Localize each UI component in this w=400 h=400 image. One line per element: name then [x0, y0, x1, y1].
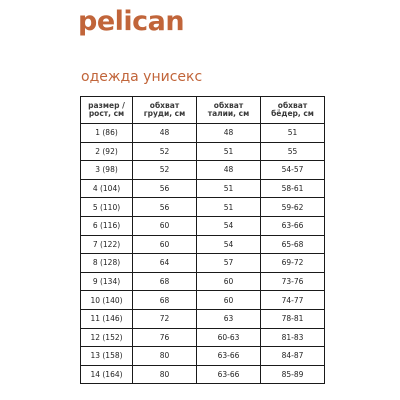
size-chart-table — [80, 96, 325, 384]
table-row — [81, 272, 325, 291]
header-waist — [197, 97, 261, 124]
header-line: талии, см — [207, 109, 250, 118]
cell-chest: 68 — [133, 272, 197, 291]
table-row — [81, 124, 325, 143]
cell-chest: 60 — [133, 216, 197, 235]
cell-hips: 73-76 — [261, 272, 325, 291]
table-row — [81, 254, 325, 273]
cell-hips: 65-68 — [261, 235, 325, 254]
page-title: одежда унисекс — [81, 69, 203, 85]
header-line: груди, см — [143, 109, 186, 118]
cell-waist: 51 — [197, 198, 261, 217]
cell-size-height: 3 (98) — [81, 161, 133, 180]
cell-size-height: 1 (86) — [81, 124, 133, 143]
header-line: обхват — [149, 100, 180, 110]
cell-size-height: 14 (164) — [81, 365, 133, 384]
header-hips — [261, 97, 325, 124]
cell-hips: 55 — [261, 142, 325, 161]
cell-waist: 51 — [197, 179, 261, 198]
cell-size-height: 9 (134) — [81, 272, 133, 291]
header-line: рост, см — [88, 109, 125, 118]
cell-size-height: 13 (158) — [81, 347, 133, 366]
table-row — [81, 309, 325, 328]
header-size-height — [81, 97, 133, 124]
cell-waist: 63-66 — [197, 347, 261, 366]
cell-chest: 56 — [133, 179, 197, 198]
table-row — [81, 291, 325, 310]
cell-chest: 56 — [133, 198, 197, 217]
cell-size-height: 8 (128) — [81, 254, 133, 273]
cell-size-height: 6 (116) — [81, 216, 133, 235]
cell-hips: 58-61 — [261, 179, 325, 198]
cell-waist: 60 — [197, 272, 261, 291]
cell-size-height: 12 (152) — [81, 328, 133, 347]
cell-chest: 80 — [133, 365, 197, 384]
cell-hips: 74-77 — [261, 291, 325, 310]
cell-chest: 52 — [133, 161, 197, 180]
cell-chest: 60 — [133, 235, 197, 254]
cell-waist: 51 — [197, 142, 261, 161]
cell-waist: 54 — [197, 235, 261, 254]
table-row — [81, 347, 325, 366]
cell-size-height: 5 (110) — [81, 198, 133, 217]
cell-size-height: 2 (92) — [81, 142, 133, 161]
cell-waist: 63-66 — [197, 365, 261, 384]
cell-size-height: 4 (104) — [81, 179, 133, 198]
cell-hips: 84-87 — [261, 347, 325, 366]
table-row — [81, 179, 325, 198]
cell-waist: 48 — [197, 124, 261, 143]
cell-hips: 51 — [261, 124, 325, 143]
table-row — [81, 161, 325, 180]
cell-hips: 85-89 — [261, 365, 325, 384]
table-row — [81, 198, 325, 217]
cell-chest: 72 — [133, 309, 197, 328]
cell-chest: 48 — [133, 124, 197, 143]
cell-size-height: 7 (122) — [81, 235, 133, 254]
header-line: обхват — [277, 100, 308, 110]
table-row — [81, 328, 325, 347]
header-line: бёдер, см — [271, 109, 314, 118]
cell-hips: 69-72 — [261, 254, 325, 273]
cell-chest: 52 — [133, 142, 197, 161]
cell-waist: 63 — [197, 309, 261, 328]
table-row — [81, 142, 325, 161]
cell-chest: 68 — [133, 291, 197, 310]
header-line: размер / — [88, 100, 125, 110]
cell-hips: 63-66 — [261, 216, 325, 235]
brand-logo: pelican — [78, 6, 185, 37]
cell-waist: 60 — [197, 291, 261, 310]
table-header-row — [81, 97, 325, 124]
table-body — [81, 124, 325, 384]
header-chest — [133, 97, 197, 124]
cell-size-height: 10 (140) — [81, 291, 133, 310]
table-row — [81, 365, 325, 384]
cell-hips: 78-81 — [261, 309, 325, 328]
cell-hips: 81-83 — [261, 328, 325, 347]
cell-waist: 54 — [197, 216, 261, 235]
cell-hips: 54-57 — [261, 161, 325, 180]
cell-hips: 59-62 — [261, 198, 325, 217]
cell-chest: 76 — [133, 328, 197, 347]
cell-waist: 60-63 — [197, 328, 261, 347]
table-row — [81, 235, 325, 254]
cell-chest: 64 — [133, 254, 197, 273]
header-line: обхват — [213, 100, 244, 110]
cell-waist: 57 — [197, 254, 261, 273]
cell-waist: 48 — [197, 161, 261, 180]
cell-chest: 80 — [133, 347, 197, 366]
cell-size-height: 11 (146) — [81, 309, 133, 328]
table-row — [81, 216, 325, 235]
